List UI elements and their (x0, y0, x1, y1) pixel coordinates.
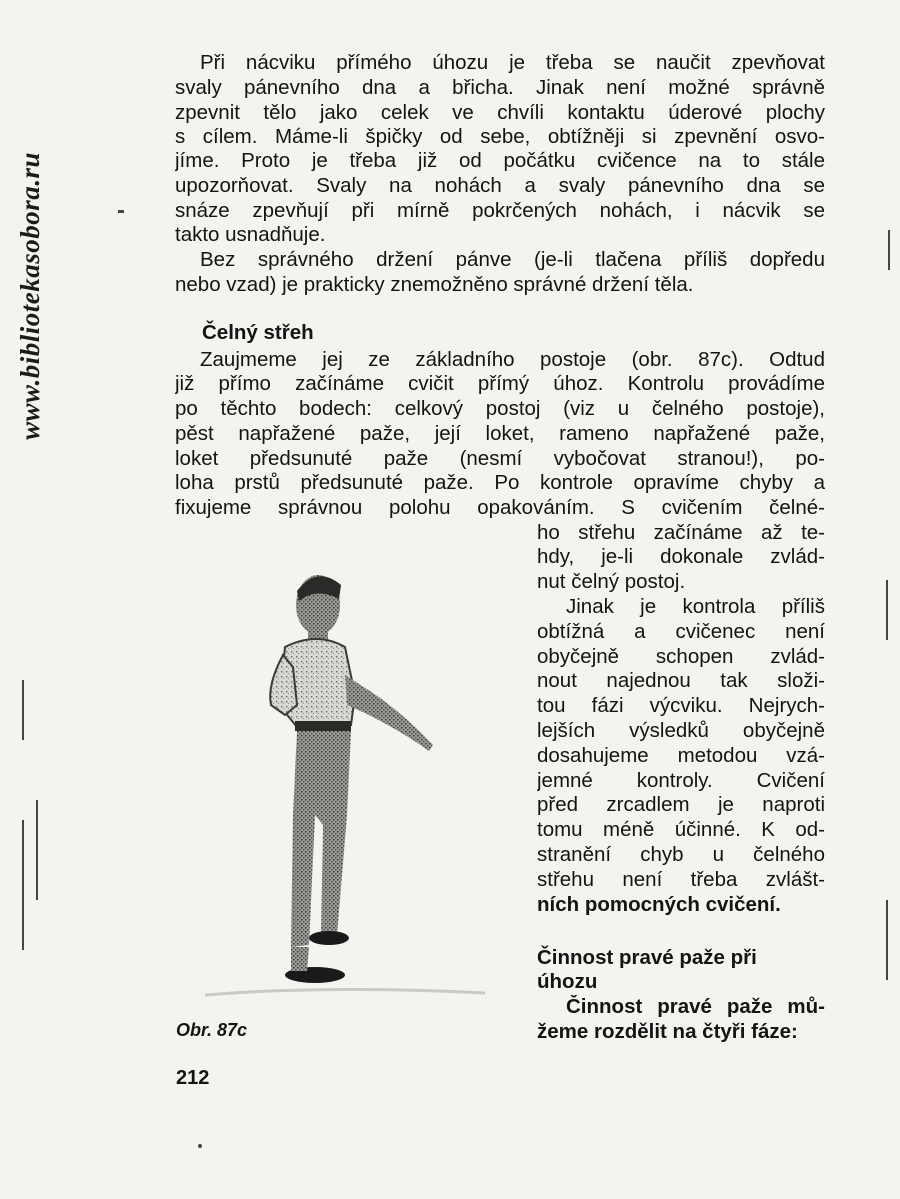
column-line: stranění chyb u čelného (537, 843, 825, 866)
paragraph-1-line: snáze zpevňují při mírně pokrčených nohách, i nácvik se (175, 199, 825, 222)
paragraph-2-line: nebo vzad) je prakticky znemožněno správné držení těla. (175, 273, 694, 296)
figure-caption: Obr. 87c (176, 1020, 248, 1040)
section-heading: úhozu (537, 970, 598, 993)
scan-mark (36, 800, 38, 900)
section-heading: Čelný střeh (202, 321, 314, 344)
column-line: dosahujeme metodou vzá- (537, 744, 825, 767)
scan-mark (22, 820, 24, 950)
scan-mark (22, 680, 24, 740)
paragraph-1-line: svaly pánevního dna a břicha. Jinak není možné správně (175, 76, 825, 99)
section-heading: Činnost pravé paže při (537, 946, 757, 969)
paragraph-3-line: loket předsunuté paže (nesmí vybočovat stranou!), po- (175, 447, 825, 470)
paragraph-3-line: pěst napřažené paže, její loket, rameno napřažené paže, (175, 422, 825, 445)
paragraph-1-line: Při nácviku přímého úhozu je třeba se naučit zpevňovat (200, 51, 825, 74)
paragraph-3-line: fixujeme správnou polohu opakováním. S cvičením čelné- (175, 496, 825, 519)
column-line: obtížná a cvičenec není (537, 620, 825, 643)
column-line: Jinak je kontrola příliš (566, 595, 825, 618)
page-number: 212 (176, 1067, 210, 1089)
paragraph-3-line: loha prstů předsunuté paže. Po kontrole opravíme chyby a (175, 471, 825, 494)
column-line: ních pomocných cvičení. (537, 893, 781, 916)
column-line: hdy, je-li dokonale zvlád- (537, 545, 825, 568)
paragraph-2-line: Bez správného držení pánve (je-li tlačena příliš dopředu (200, 248, 825, 271)
paragraph-3-line: již přímo začínáme cvičit přímý úhoz. Kontrolu provádíme (175, 372, 825, 395)
scan-mark (198, 1144, 202, 1148)
column-line: nut čelný postoj. (537, 570, 686, 593)
stance-photo (205, 555, 495, 1015)
column-line: střehu není třeba zvlášt- (537, 868, 825, 891)
paragraph-1-line: jíme. Proto je třeba již od počátku cvičence na to stále (175, 149, 825, 172)
scan-mark (886, 580, 888, 640)
column-line: před zrcadlem je naproti (537, 793, 825, 816)
column-line: žeme rozdělit na čtyři fáze: (537, 1020, 798, 1043)
column-line: tou fázi výcviku. Nejrych- (537, 694, 825, 717)
column-line: obyčejně schopen zvlád- (537, 645, 825, 668)
column-line: tomu méně účinné. K od- (537, 818, 825, 841)
paragraph-3-line: Zaujmeme jej ze základního postoje (obr. 87c). Odtud (200, 348, 825, 371)
column-line: jemné kontroly. Cvičení (537, 769, 825, 792)
scan-mark (886, 900, 888, 980)
scan-mark (118, 210, 124, 213)
column-line: ho střehu začínáme až te- (537, 521, 825, 544)
column-line: lejších výsledků obyčejně (537, 719, 825, 742)
paragraph-1-line: upozorňovat. Svaly na nohách a svaly pánevního dna se (175, 174, 825, 197)
column-line: Činnost pravé paže mů- (566, 995, 825, 1018)
paragraph-1-line: zpevnit tělo jako celek ve chvíli kontaktu úderové plochy (175, 101, 825, 124)
watermark-text: www.bibliotekasobora.ru (15, 151, 45, 440)
scan-mark (888, 230, 890, 270)
paragraph-3-line: po těchto bodech: celkový postoj (viz u čelného postoje), (175, 397, 825, 420)
column-line: nout najednou tak složi- (537, 669, 825, 692)
paragraph-1-line: takto usnadňuje. (175, 223, 326, 246)
paragraph-1-line: s cílem. Máme-li špičky od sebe, obtížněji si zpevnění osvo- (175, 125, 825, 148)
